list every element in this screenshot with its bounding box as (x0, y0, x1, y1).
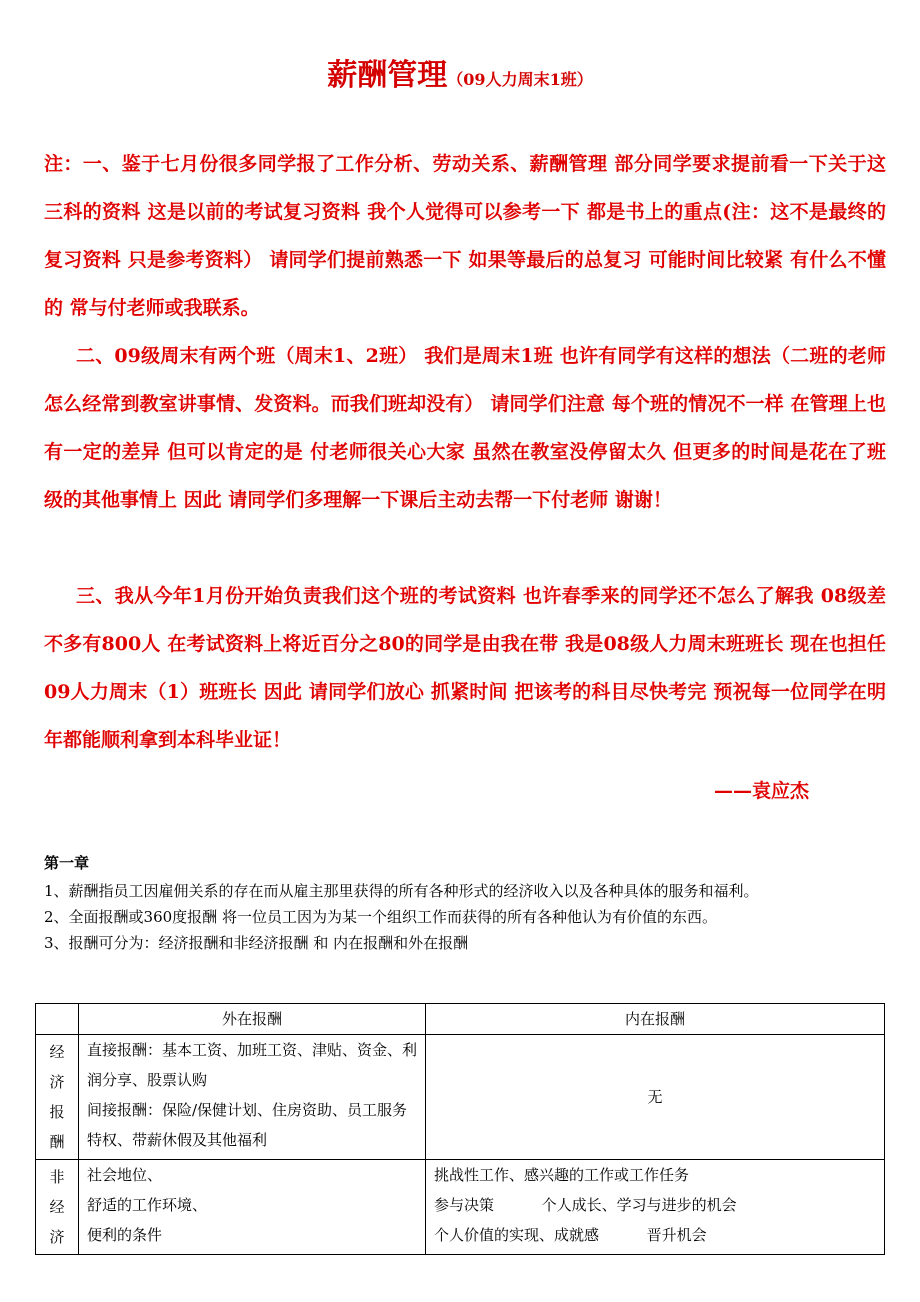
reward-table (35, 1003, 885, 1255)
table-row (36, 1160, 885, 1255)
cell-line: 舒适的工作环境、 (87, 1196, 208, 1214)
header-internal-reward: 内在报酬 (426, 1004, 885, 1035)
signature: ——袁应杰 (714, 780, 810, 802)
notice-block-2 (44, 332, 886, 524)
chapter-items (44, 878, 886, 956)
direct-reward-text: 直接报酬：基本工资、加班工资、津贴、资金、利润分享、股票认购 (87, 1041, 418, 1089)
chapter-heading: 第一章 (44, 854, 90, 872)
notice-paragraph-2: 二、09级周末有两个班（周末1、2班） 我们是周末1班 也许有同学有这样的想法（二班的老师怎么经常到教室讲事情、发资料。而我们班却没有） 请同学们注意 每个班的情况不一样 在管理上也有一定的差异 但可以肯定的是 付老师很关心大家 虽然在教室没停留太久 但更多的时间是花在了班级的其他事情上 因此 请同学们多理解一下课后主动去帮一下付老师 谢谢！ (44, 345, 886, 511)
notice-block-3 (44, 572, 886, 764)
document-title (0, 50, 920, 94)
row-label-non-economic: 非 经 济 (36, 1160, 79, 1255)
indirect-reward-text: 间接报酬：保险/保健计划、住房资助、员工服务特权、带薪休假及其他福利 (87, 1101, 408, 1149)
notice-paragraph-1: 注：一、鉴于七月份很多同学报了工作分析、劳动关系、薪酬管理 部分同学要求提前看一下关于这三科的资料 这是以前的考试复习资料 我个人觉得可以参考一下 都是书上的重点(注：这不是最终的复习资料 只是参考资料） 请同学们提前熟悉一下 如果等最后的总复习 可能时间比较紧 有什么不懂的 常与付老师或我联系。 (44, 153, 886, 319)
cell-economic-external (79, 1035, 426, 1160)
table-header-row (36, 1004, 885, 1035)
cell-non-economic-internal (426, 1160, 885, 1255)
cell-line: 挑战性工作、感兴趣的工作或工作任务 (434, 1166, 690, 1184)
table-row (36, 1035, 885, 1160)
cell-economic-internal: 无 (426, 1035, 885, 1160)
list-item: 2、全面报酬或360度报酬 将一位员工因为为某一个组织工作而获得的所有各种他认为有价值的东西。 (44, 908, 717, 926)
list-item: 3、报酬可分为：经济报酬和非经济报酬 和 内在报酬和外在报酬 (44, 934, 469, 952)
cell-non-economic-external (79, 1160, 426, 1255)
cell-line: 便利的条件 (87, 1226, 163, 1244)
header-external-reward: 外在报酬 (79, 1004, 426, 1035)
row-label-economic: 经 济 报 酬 (36, 1035, 79, 1160)
table-corner-cell (36, 1004, 79, 1035)
cell-line: 参与决策 个人成长、学习与进步的机会 (434, 1196, 737, 1214)
notice-block (44, 140, 886, 332)
title-main: 薪酬管理 (327, 58, 448, 93)
cell-line: 个人价值的实现、成就感 晋升机会 (434, 1226, 707, 1244)
notice-paragraph-3: 三、我从今年1月份开始负责我们这个班的考试资料 也许春季来的同学还不怎么了解我 08级差不多有800人 在考试资料上将近百分之80的同学是由我在带 我是08级人力周末班班长 现在也担任09人力周末（1）班班长 因此 请同学们放心 抓紧时间 把该考的科目尽快考完 预祝每一位同学在明年都能顺利拿到本科毕业证！ (44, 585, 886, 751)
title-subtitle: （09人力周末1班） (447, 70, 593, 89)
cell-line: 社会地位、 (87, 1166, 163, 1184)
list-item: 1、薪酬指员工因雇佣关系的存在而从雇主那里获得的所有各种形式的经济收入以及各种具体的服务和福利。 (44, 882, 759, 900)
